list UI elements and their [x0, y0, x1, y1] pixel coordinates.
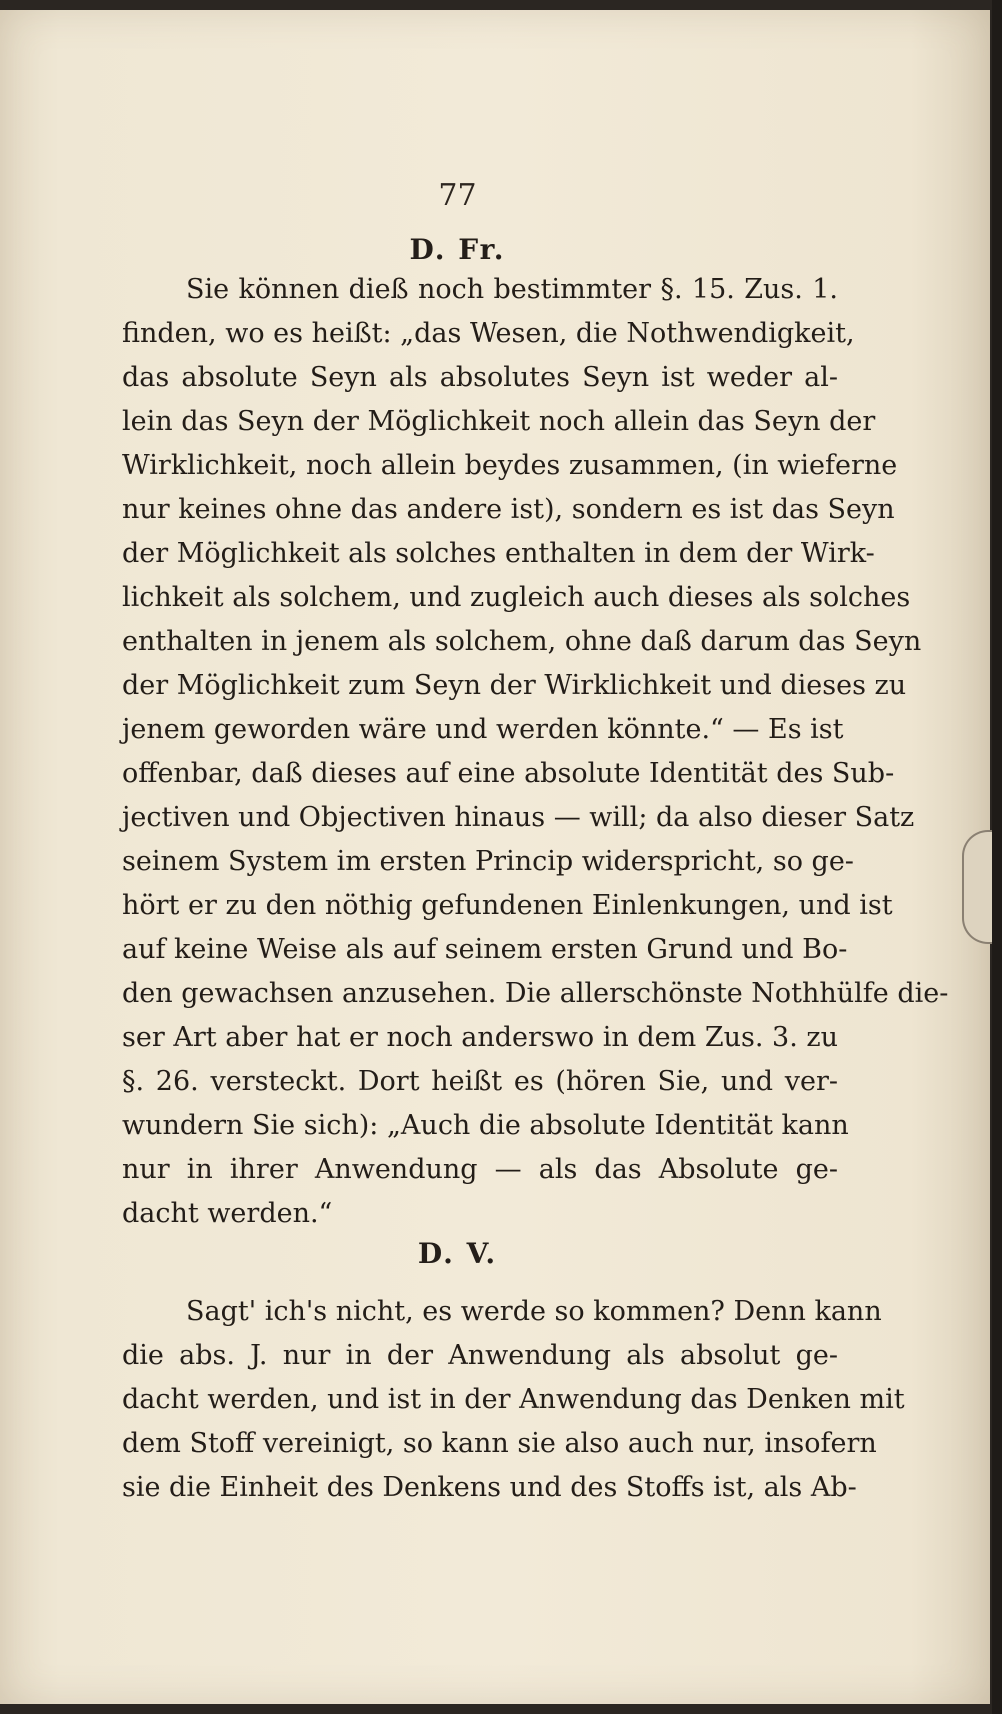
speaker-heading-2: D. V. — [417, 1237, 498, 1270]
text-line: dacht werden, und ist in der Anwendung das Denken mit — [122, 1384, 905, 1415]
text-line: jectiven und Objectiven hinaus — will; da also dieser Satz — [122, 802, 915, 833]
text-line: finden, wo es heißt: „das Wesen, die Nothwendigkeit, — [122, 318, 855, 349]
book-page — [0, 10, 990, 1704]
text-line: der Möglichkeit als solches enthalten in dem der Wirk- — [122, 538, 875, 569]
text-line: dem Stoff vereinigt, so kann sie also auch nur, insofern — [122, 1428, 877, 1459]
text-line: Sie können dieß noch bestimmter §. 15. Zus. 1. — [186, 274, 838, 305]
text-line: wundern Sie sich): „Auch die absolute Identität kann — [122, 1110, 849, 1141]
text-line: sie die Einheit des Denkens und des Stoffs ist, als Ab- — [122, 1472, 857, 1503]
text-line: den gewachsen anzusehen. Die allerschönste Nothhülfe die- — [122, 978, 949, 1009]
text-line: enthalten in jenem als solchem, ohne daß darum das Seyn — [122, 626, 922, 657]
text-line: nur keines ohne das andere ist), sondern es ist das Seyn — [122, 494, 895, 525]
text-line: jenem geworden wäre und werden könnte.“ — Es ist — [122, 714, 844, 745]
text-line: hört er zu den nöthig gefundenen Einlenkungen, und ist — [122, 890, 893, 921]
text-line: nur in ihrer Anwendung — als das Absolute ge- — [122, 1154, 838, 1185]
text-line: der Möglichkeit zum Seyn der Wirklichkeit und dieses zu — [122, 670, 907, 701]
text-line: §. 26. versteckt. Dort heißt es (hören Sie, und ver- — [122, 1066, 838, 1097]
text-line: dacht werden.“ — [122, 1198, 333, 1229]
text-line: offenbar, daß dieses auf eine absolute Identität des Sub- — [122, 758, 895, 789]
book-edge — [992, 0, 1002, 1714]
text-line: Wirklichkeit, noch allein beydes zusammen, (in wieferne — [122, 450, 898, 481]
text-line: auf keine Weise als auf seinem ersten Grund und Bo- — [122, 934, 848, 965]
text-line: ser Art aber hat er noch anderswo in dem Zus. 3. zu — [122, 1022, 838, 1053]
text-line: lichkeit als solchem, und zugleich auch dieses als solches — [122, 582, 911, 613]
text-line: das absolute Seyn als absolutes Seyn ist weder al- — [122, 362, 838, 393]
page-number: 77 — [438, 178, 477, 213]
speaker-heading-1: D. Fr. — [409, 233, 506, 266]
text-line: lein das Seyn der Möglichkeit noch allein das Seyn der — [122, 406, 876, 437]
text-line: Sagt' ich's nicht, es werde so kommen? Denn kann — [186, 1296, 882, 1327]
text-line: die abs. J. nur in der Anwendung als absolut ge- — [122, 1340, 838, 1371]
text-line: seinem System im ersten Princip widerspricht, so ge- — [122, 846, 854, 877]
